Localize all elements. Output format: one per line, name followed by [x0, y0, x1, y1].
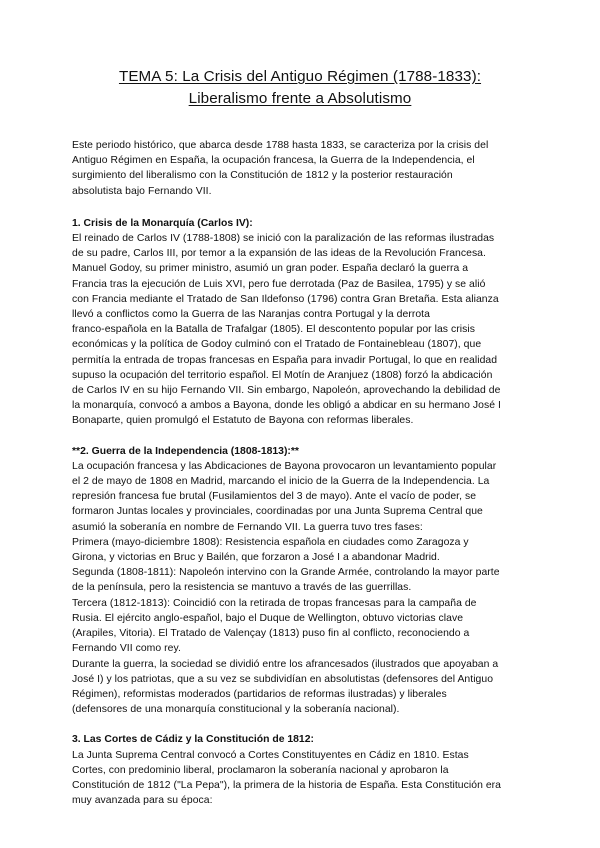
intro-line: Este periodo histórico, que abarca desde 1788 hasta 1833, se caracteriza por la crisis del — [72, 140, 489, 151]
body-line: Girona, y victorias en Bruc y Bailén, que forzaron a José I a abandonar Madrid. — [72, 552, 440, 564]
intro-line: Antiguo Régimen en España, la ocupación francesa, la Guerra de la Independencia, el — [72, 155, 475, 167]
title-line-2: Liberalismo frente a Absolutismo — [188, 90, 412, 107]
section-guerra-independencia — [72, 444, 528, 718]
section-body — [72, 459, 528, 717]
body-line: permitía la entrada de tropas francesas en España para invadir Portugal, lo que en realidad — [72, 354, 498, 366]
body-line: Bonaparte, quien promulgó el Estatuto de Bayona con reformas liberales. — [72, 415, 414, 427]
body-line: Cortes, con predominio liberal, proclamaron la soberanía nacional y aprobaron la — [72, 764, 449, 776]
body-line: económicas y la política de Godoy culminó con el Tratado de Fontainebleau (1807), que — [72, 339, 482, 351]
body-line: de la península, pero la resistencia se mantuvo a través de las guerrillas. — [72, 582, 412, 594]
body-line: asumió la soberanía en nombre de Fernando VII. La guerra tuvo tres fases: — [72, 521, 423, 533]
body-line: Constitución de 1812 ("La Pepa"), la primera de la historia de España. Esta Constitución era — [72, 779, 501, 791]
section-heading: 1. Crisis de la Monarquía (Carlos IV): — [72, 217, 253, 229]
document-title — [72, 66, 528, 110]
intro-line: absolutista bajo Fernando VII. — [72, 185, 212, 197]
body-line: Tercera (1812-1813): Coincidió con la retirada de tropas francesas para la campaña de — [72, 597, 477, 609]
body-line: formaron Juntas locales y provinciales, coordinadas por una Junta Suprema Central que — [72, 506, 483, 518]
body-line: el 2 de mayo de 1808 en Madrid, marcando el inicio de la Guerra de la Independencia. La — [72, 476, 490, 488]
body-line: supuso la ocupación del territorio español. El Motín de Aranjuez (1808) forzó la abdicación — [72, 369, 493, 381]
body-line: El reinado de Carlos IV (1788-1808) se inició con la paralización de las reformas ilustradas — [72, 233, 495, 245]
intro-line: surgimiento del liberalismo con la Constitución de 1812 y la posterior restauración — [72, 170, 453, 182]
body-line: muy avanzada para su época: — [72, 795, 213, 807]
body-line: Manuel Godoy, su primer ministro, asumió un gran poder. España declaró la guerra a — [72, 263, 469, 275]
body-line: La Junta Suprema Central convocó a Cortes Constituyentes en Cádiz en 1810. Estas — [72, 749, 469, 761]
body-line: franco-española en la Batalla de Trafalgar (1805). El descontento popular por las crisis — [72, 324, 475, 336]
body-line: Primera (mayo-diciembre 1808): Resistencia española en ciudades como Zaragoza y — [72, 536, 469, 548]
section-crisis-monarquia — [72, 216, 528, 429]
body-line: de Carlos IV en su hijo Fernando VII. Sin embargo, Napoleón, aprovechando la debilidad de — [72, 385, 501, 397]
body-line: la monarquía, convocó a ambos a Bayona, donde les obligó a abdicar en su hermano José I — [72, 400, 501, 412]
body-line: Segunda (1808-1811): Napoleón intervino con la Grande Armée, controlando la mayor parte — [72, 567, 500, 579]
body-line: con Francia mediante el Tratado de San Ildefonso (1796) contra Gran Bretaña. Esta alianza — [72, 293, 499, 305]
body-line: La ocupación francesa y las Abdicaciones de Bayona provocaron un levantamiento popular — [72, 460, 497, 472]
body-line: Fernando VII como rey. — [72, 643, 181, 655]
section-cortes-cadiz — [72, 732, 528, 808]
section-body — [72, 231, 528, 429]
body-line: José I) y los patriotas, que a su vez se subdividían en absolutistas (defensores del Antiguo — [72, 673, 494, 685]
body-line: represión francesa fue brutal (Fusilamientos del 3 de mayo). Ante el vacío de poder, se — [72, 491, 477, 503]
body-line: (Arapiles, Vitoria). El Tratado de Valençay (1813) puso fin al conflicto, reconociendo a — [72, 628, 470, 640]
section-heading: 3. Las Cortes de Cádiz y la Constitución de 1812: — [72, 734, 314, 746]
title-line-1: TEMA 5: La Crisis del Antiguo Régimen (1788-1833): — [118, 68, 482, 85]
body-line: Rusia. El ejército anglo-español, bajo el Duque de Wellington, obtuvo victorias clave — [72, 612, 464, 624]
body-line: de su padre, Carlos III, por temor a la expansión de las ideas de la Revolución Francesa. — [72, 248, 486, 260]
body-line: (defensores de una monarquía constitucional y la soberanía nacional). — [72, 704, 400, 716]
section-heading: **2. Guerra de la Independencia (1808-1813):** — [72, 445, 299, 457]
section-body — [72, 748, 528, 809]
body-line: Durante la guerra, la sociedad se dividió entre los afrancesados (ilustrados que apoyaban a — [72, 658, 499, 670]
body-line: Régimen), reformistas moderados (partidarios de reformas ilustradas) y liberales — [72, 688, 447, 700]
intro-paragraph — [72, 138, 528, 199]
body-line: llevó a conflictos como la Guerra de las Naranjas contra Portugal y la derrota — [72, 309, 430, 321]
body-line: Francia tras la ejecución de Luis XVI, pero fue derrotada (Paz de Basilea, 1795) y se alió — [72, 278, 486, 290]
